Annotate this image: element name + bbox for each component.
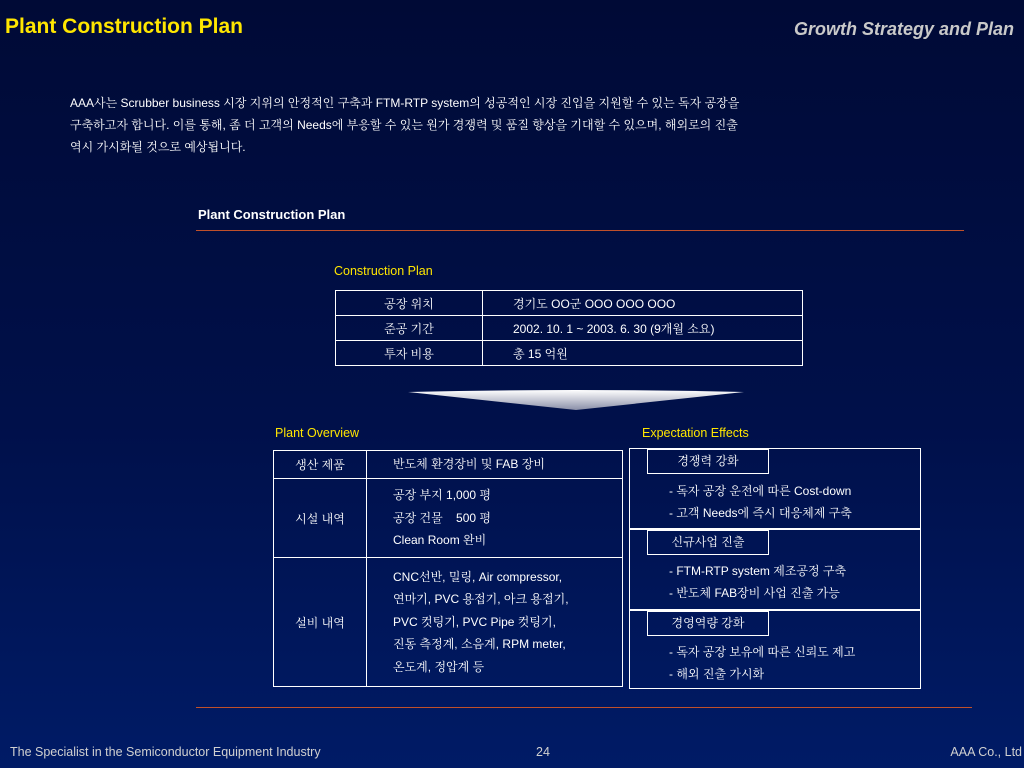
row-key: 시설 내역 <box>274 479 367 558</box>
table-row <box>336 291 803 316</box>
plant-overview-label: Plant Overview <box>275 426 360 440</box>
intro-line: 구축하고자 합니다. 이를 통해, 좀 더 고객의 Needs에 부응할 수 있는 원가 경쟁력 및 품질 향상을 기대할 수 있으며, 해외로의 진출 <box>70 118 738 132</box>
effect-item: - 해외 진출 가시화 <box>669 667 765 681</box>
construction-plan-label: Construction Plan <box>334 264 433 278</box>
value-line: 공장 건물 500 평 <box>393 510 491 525</box>
effect-item: - 반도체 FAB장비 사업 진출 가능 <box>669 586 840 600</box>
effect-tag-management: 경영역량 강화 <box>647 611 769 636</box>
plant-overview-table <box>273 450 623 687</box>
footer-company: AAA Co., Ltd <box>950 745 1022 759</box>
table-row <box>274 451 623 479</box>
value-line: 연마기, PVC 용접기, 아크 용접기, <box>393 592 569 607</box>
effect-tag-new-business: 신규사업 진출 <box>647 530 769 555</box>
footer-tagline: The Specialist in the Semiconductor Equipment Industry <box>10 745 321 759</box>
value-line: CNC선반, 밀링, Air compressor, <box>393 569 563 584</box>
table-row <box>274 479 623 558</box>
row-key: 설비 내역 <box>274 558 367 687</box>
page-title: Plant Construction Plan <box>5 15 244 38</box>
row-key: 준공 기간 <box>336 316 483 341</box>
effect-item: - 고객 Needs에 즉시 대응체제 구축 <box>669 506 852 520</box>
intro-paragraph <box>70 92 900 158</box>
row-value: 2002. 10. 1 ~ 2003. 6. 30 (9개월 소요) <box>483 316 803 341</box>
value-line: 진동 측정계, 소음계, RPM meter, <box>393 637 566 652</box>
effect-item: - 독자 공장 보유에 따른 신뢰도 제고 <box>669 645 856 659</box>
value-line: 온도계, 정압계 등 <box>393 659 485 674</box>
row-key: 공장 위치 <box>336 291 483 316</box>
section-heading: Plant Construction Plan <box>198 207 346 222</box>
row-value <box>367 479 623 558</box>
row-value: 총 15 억원 <box>483 341 803 366</box>
intro-line: AAA사는 Scrubber business 시장 지위의 안정적인 구축과 FTM-RTP system의 성공적인 시장 진입을 지원할 수 있는 독자 공장을 <box>70 96 740 110</box>
row-value: 경기도 OO군 OOO OOO OOO <box>483 291 803 316</box>
value-line: Clean Room 완비 <box>393 533 487 548</box>
value-line: 반도체 환경장비 및 FAB 장비 <box>393 457 545 472</box>
value-line: 공장 부지 1,000 평 <box>393 488 491 503</box>
table-row <box>274 558 623 687</box>
effect-item: - 독자 공장 운전에 따른 Cost-down <box>669 484 852 498</box>
expectation-effects-label: Expectation Effects <box>642 426 749 440</box>
effect-tag-competitiveness: 경쟁력 강화 <box>647 449 769 474</box>
row-key: 생산 제품 <box>274 451 367 479</box>
page-number: 24 <box>536 745 550 759</box>
section-subtitle: Growth Strategy and Plan <box>793 19 1014 39</box>
effect-item: - FTM-RTP system 제조공정 구축 <box>669 564 847 578</box>
row-value <box>367 451 623 479</box>
construction-plan-table <box>335 290 803 366</box>
intro-line: 역시 가시화될 것으로 예상됩니다. <box>70 140 246 154</box>
row-key: 투자 비용 <box>336 341 483 366</box>
table-row <box>336 316 803 341</box>
bottom-divider <box>196 707 972 708</box>
table-row <box>336 341 803 366</box>
top-divider <box>196 230 964 231</box>
row-value <box>367 558 623 687</box>
value-line: PVC 컷팅기, PVC Pipe 컷팅기, <box>393 614 556 629</box>
down-arrow-icon <box>408 390 744 412</box>
